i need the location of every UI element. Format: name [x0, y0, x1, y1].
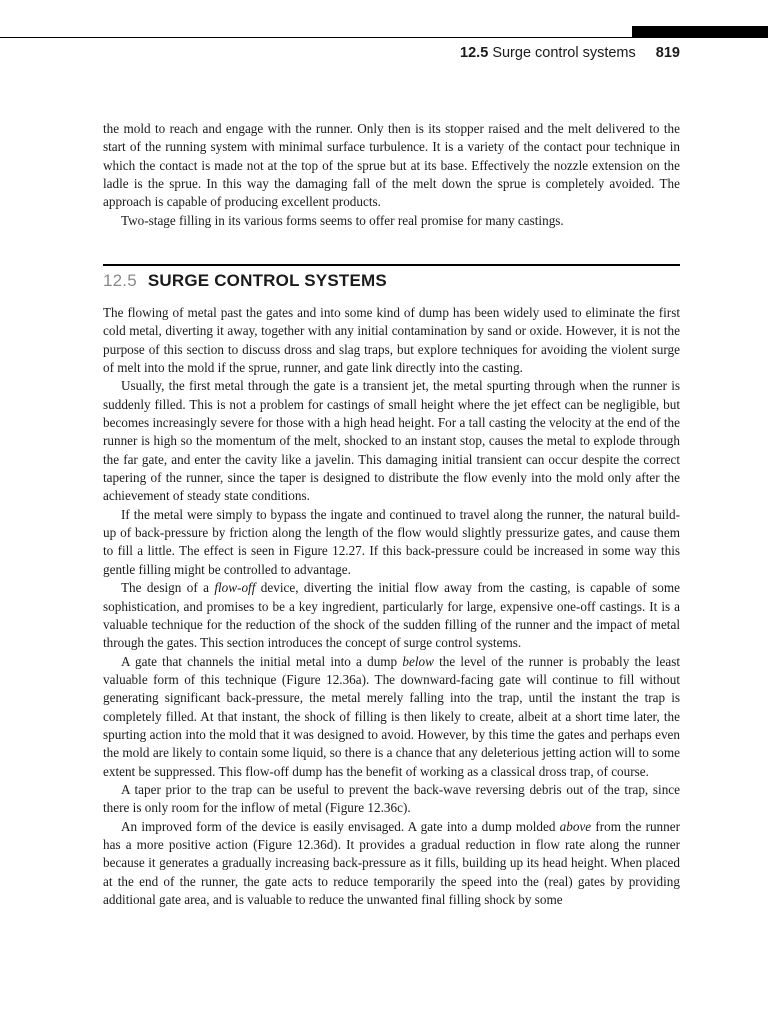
paragraph: [103, 818, 680, 910]
paragraph: If the metal were simply to bypass the ingate and continued to travel along the runner, the natural build-up of back-pressure by friction along the length of the flow would slightly pressurize gates, and cause them to fill a little. The effect is seen in Figure 12.27. If this back-pressure could be increased in some way this gentle filling might be controlled to advantage.: [103, 506, 680, 577]
paragraph: [103, 653, 680, 781]
header-section-title: Surge control systems: [492, 45, 636, 61]
section-heading: [103, 271, 387, 291]
paragraph: The flowing of metal past the gates and into some kind of dump has been widely used to eliminate the first cold metal, diverting it away, together with any initial contamination by sand or oxide. However, it is not the purpose of this section to discuss dross and slag traps, but explore techniques for avoiding the violent surge of melt into the mold if the sprue, runner, and gate link directly into the casting.: [103, 305, 680, 376]
header-section-number: 12.5: [460, 45, 489, 61]
intro-text: [103, 120, 680, 230]
section-body: [103, 304, 680, 909]
page-number: 819: [655, 45, 680, 61]
text-run: An improved form of the device is easily envisaged. A gate into a dump molded: [121, 818, 560, 834]
text-run: the level of the runner is probably the least valuable form of this technique (Figure 12.36a). The downward-facing gate will continue to fill without generating significant back-pressure, the metal merely falling into the trap, until the instant the trap is completely filled. At that instant, the shock of filling is then likely to create, albeit at a short time later, the spurting action into the mold that it was designed to avoid. However, by this time the gates and perhaps even the mold are likely to contain some liquid, so there is a chance that any deleterious jetting action will to some extent be suppressed. This flow-off dump has the benefit of working as a classical dross trap, of course.: [103, 653, 680, 779]
paragraph: A taper prior to the trap can be useful to prevent the back-wave reversing debris out of the trap, since there is only room for the inflow of metal (Figure 12.36c).: [103, 781, 680, 816]
section-title: SURGE CONTROL SYSTEMS: [147, 271, 387, 290]
section-rule: [103, 264, 680, 266]
emphasis: below: [402, 653, 434, 669]
paragraph: Two-stage filling in its various forms seems to offer real promise for many castings.: [121, 212, 564, 228]
text-run: The design of a: [121, 580, 215, 596]
text-run: A gate that channels the initial metal into a dump: [121, 653, 403, 669]
emphasis: above: [559, 818, 592, 834]
text-run: from the runner has a more positive action (Figure 12.36d). It provides a gradual reduction in flow rate along the runner because it generates a gradually increasing back-pressure as it fills, building up its head height. When placed at the end of the runner, the gate acts to reduce temporarily the speed into the (real) gates by providing additional gate area, and is valuable to reduce the unwanted final filling shock by some: [103, 818, 680, 907]
paragraph: Usually, the first metal through the gate is a transient jet, the metal spurting through when the runner is suddenly filled. This is not a problem for castings of small height where the jet effect can be negligible, but becomes increasingly severe for those with a high head height. For a tall casting the velocity at the end of the runner is high so the momentum of the melt, shocked to an instant stop, causes the metal to explode through the far gate, and enter the cavity like a javelin. This damaging initial transient can occur despite the correct tapering of the runner, since the taper is designed to distribute the flow evenly into the mold only after the achievement of steady state conditions.: [103, 378, 680, 504]
emphasis: flow-off: [214, 580, 256, 596]
paragraph: [103, 579, 680, 652]
section-number: 12.5: [103, 271, 137, 290]
text-run: device, diverting the initial flow away from the casting, is capable of some sophistication, and promises to be a key ingredient, particularly for large, expensive one-off castings. It is a valuable technique for the reduction of the shock of the sudden filling of the runner and the impact of metal through the gates. This section introduces the concept of surge control systems.: [103, 580, 680, 651]
header-rule: [0, 37, 768, 38]
running-header: [460, 45, 680, 61]
paragraph: the mold to reach and engage with the runner. Only then is its stopper raised and the melt delivered to the start of the running system with minimal surface turbulence. It is a variety of the contact pour technique in which the contact is made not at the top of the sprue but at its base. Effectively the nozzle extension on the ladle is the sprue. In this way the damaging fall of the melt down the sprue is completely avoided. The approach is capable of producing excellent products.: [103, 121, 680, 210]
